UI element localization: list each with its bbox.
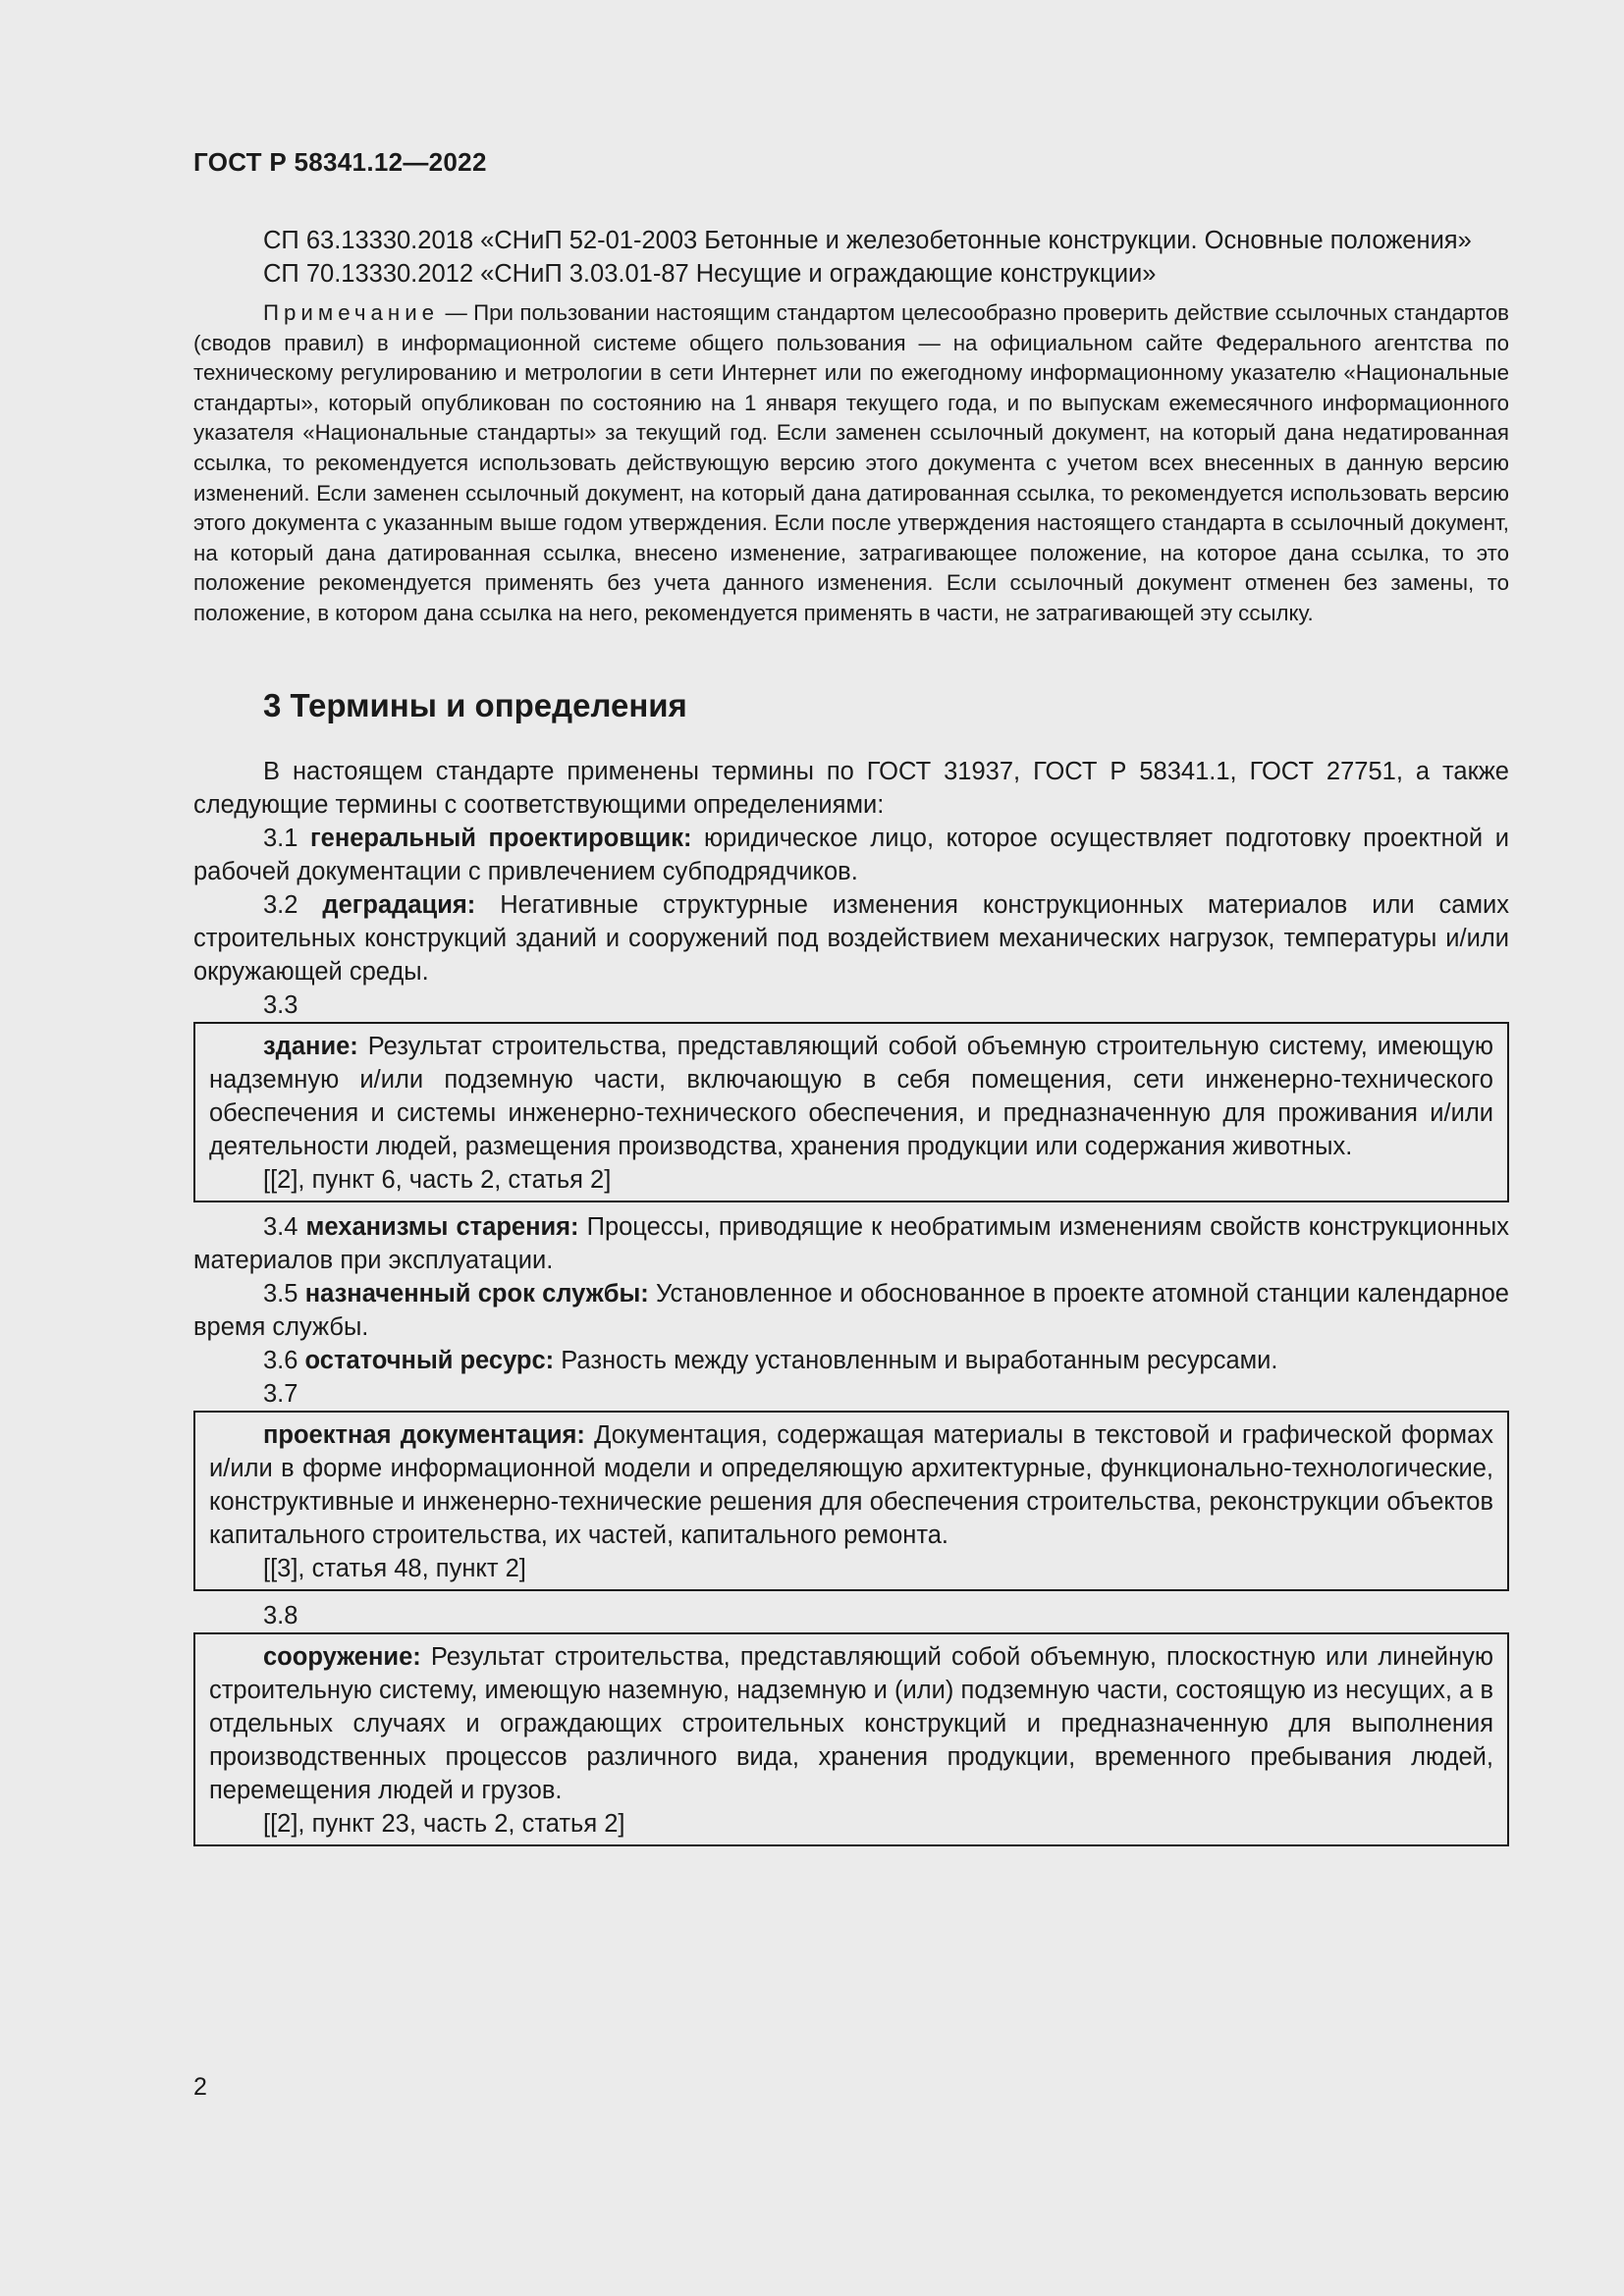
- reference-item: СП 63.13330.2018 «СНиП 52-01-2003 Бетонные и железобетонные конструкции. Основные положения»: [263, 227, 1472, 254]
- term-source: [[2], пункт 6, часть 2, статья 2]: [263, 1165, 612, 1194]
- note-text: При пользовании настоящим стандартом целесообразно проверить действие ссылочных стандартов (сводов правил) в информационной системе общего пользования — на официальном сайте Федерального агентства по техническому регулированию и метрологии в сети Интернет или по ежегодному информационному указателю «Национальные стандарты», который опубликован по состоянию на 1 января текущего года, и по выпускам ежемесячного информационного указателя «Национальные стандарты» за текущий год. Если заменен ссылочный документ, на который дана недатированная ссылка, то рекомендуется использовать действующую версию этого документа с учетом всех внесенных в данную версию изменений. Если заменен ссылочный документ, на который дана датированная ссылка, то рекомендуется использовать версию этого документа с указанным выше годом утверждения. Если после утверждения настоящего стандарта в ссылочный документ, на который дана датированная ссылка, внесено изменение, затрагивающее положение, на которое дана ссылка, то это положение рекомендуется применять без учета данного изменения. Если ссылочный документ отменен без замены, то положение, в котором дана ссылка на него, рекомендуется применять в части, не затрагивающей эту ссылку.: [193, 300, 1509, 625]
- note-dash: —: [439, 300, 474, 325]
- term-name: деградация:: [322, 890, 476, 919]
- term-definition: Негативные структурные изменения конструкционных материалов или самих строительных конструкций зданий и сооружений под воздействием механических нагрузок, температуры и/или окружающей среды.: [193, 890, 1509, 986]
- term-definition: Результат строительства, представляющий собой объемную строительную систему, имеющую надземную и/или подземную части, включающую в себя помещения, сети инженерно-технического обеспечения и системы инженерно-технического обеспечения, и предназначенную для проживания и/или деятельности людей, размещения производства, хранения продукции или содержания животных.: [209, 1032, 1493, 1160]
- term-box-3-3: [193, 1022, 1509, 1202]
- term-number: 3.2: [263, 890, 323, 919]
- term-number: 3.6: [263, 1346, 305, 1374]
- note-label: Примечание: [263, 300, 440, 325]
- term-name: назначенный срок службы:: [304, 1279, 649, 1308]
- page-content: [193, 224, 1509, 1854]
- term-definition: Разность между установленным и выработанным ресурсами.: [554, 1346, 1278, 1374]
- term-name: механизмы старения:: [305, 1212, 579, 1241]
- term-3-5: [193, 1277, 1509, 1344]
- term-box-3-8: [193, 1632, 1509, 1846]
- term-number-3-3: 3.3: [263, 990, 298, 1019]
- term-definition: юридическое лицо, которое осуществляет подготовку проектной и рабочей документации с привлечением субподрядчиков.: [193, 824, 1509, 885]
- term-source: [[3], статья 48, пункт 2]: [263, 1554, 526, 1582]
- term-source: [[2], пункт 23, часть 2, статья 2]: [263, 1809, 625, 1838]
- term-name: сооружение:: [263, 1642, 421, 1671]
- term-number-3-7: 3.7: [263, 1379, 298, 1408]
- term-3-8: [209, 1640, 1493, 1807]
- section-title: 3 Термины и определения: [263, 686, 687, 723]
- note-paragraph: [193, 298, 1509, 629]
- section-intro: В настоящем стандарте применены термины по ГОСТ 31937, ГОСТ Р 58341.1, ГОСТ 27751, а также следующие термины с соответствующими определениями:: [193, 757, 1509, 819]
- term-name: проектная документация:: [263, 1420, 585, 1449]
- term-definition: Результат строительства, представляющий собой объемную, плоскостную или линейную строительную систему, имеющую наземную, надземную и (или) подземную части, состоящую из несущих, а в отдельных случаях и ограждающих строительных конструкций и предназначенную для выполнения производственных процессов различного вида, хранения продукции, временного пребывания людей, перемещения людей и грузов.: [209, 1642, 1493, 1804]
- term-name: остаточный ресурс:: [304, 1346, 555, 1374]
- term-name: генеральный проектировщик:: [310, 824, 692, 852]
- term-box-3-7: [193, 1411, 1509, 1591]
- term-definition: Документация, содержащая материалы в текстовой и графической формах и/или в форме информационной модели и определяющую архитектурные, функционально-технологические, конструктивные и инженерно-технические решения для обеспечения строительства, реконструкции объектов капитального строительства, их частей, капитального ремонта.: [209, 1420, 1493, 1549]
- term-3-2: [193, 888, 1509, 988]
- term-name: здание:: [263, 1032, 358, 1060]
- term-number: 3.5: [263, 1279, 305, 1308]
- term-number-3-8: 3.8: [263, 1601, 298, 1629]
- page-number: 2: [193, 2073, 207, 2101]
- term-3-7: [209, 1418, 1493, 1552]
- term-definition: Установленное и обоснованное в проекте атомной станции календарное время службы.: [193, 1279, 1509, 1341]
- term-3-3: [209, 1030, 1493, 1163]
- term-definition: Процессы, приводящие к необратимым изменениям свойств конструкционных материалов при эксплуатации.: [193, 1212, 1509, 1274]
- term-3-6: [193, 1344, 1509, 1377]
- document-header: ГОСТ Р 58341.12—2022: [193, 147, 487, 177]
- term-number: 3.4: [263, 1212, 306, 1241]
- reference-item: СП 70.13330.2012 «СНиП 3.03.01-87 Несущие и ограждающие конструкции»: [263, 260, 1157, 288]
- term-3-1: [193, 822, 1509, 888]
- term-number: 3.1: [263, 824, 311, 852]
- term-3-4: [193, 1210, 1509, 1277]
